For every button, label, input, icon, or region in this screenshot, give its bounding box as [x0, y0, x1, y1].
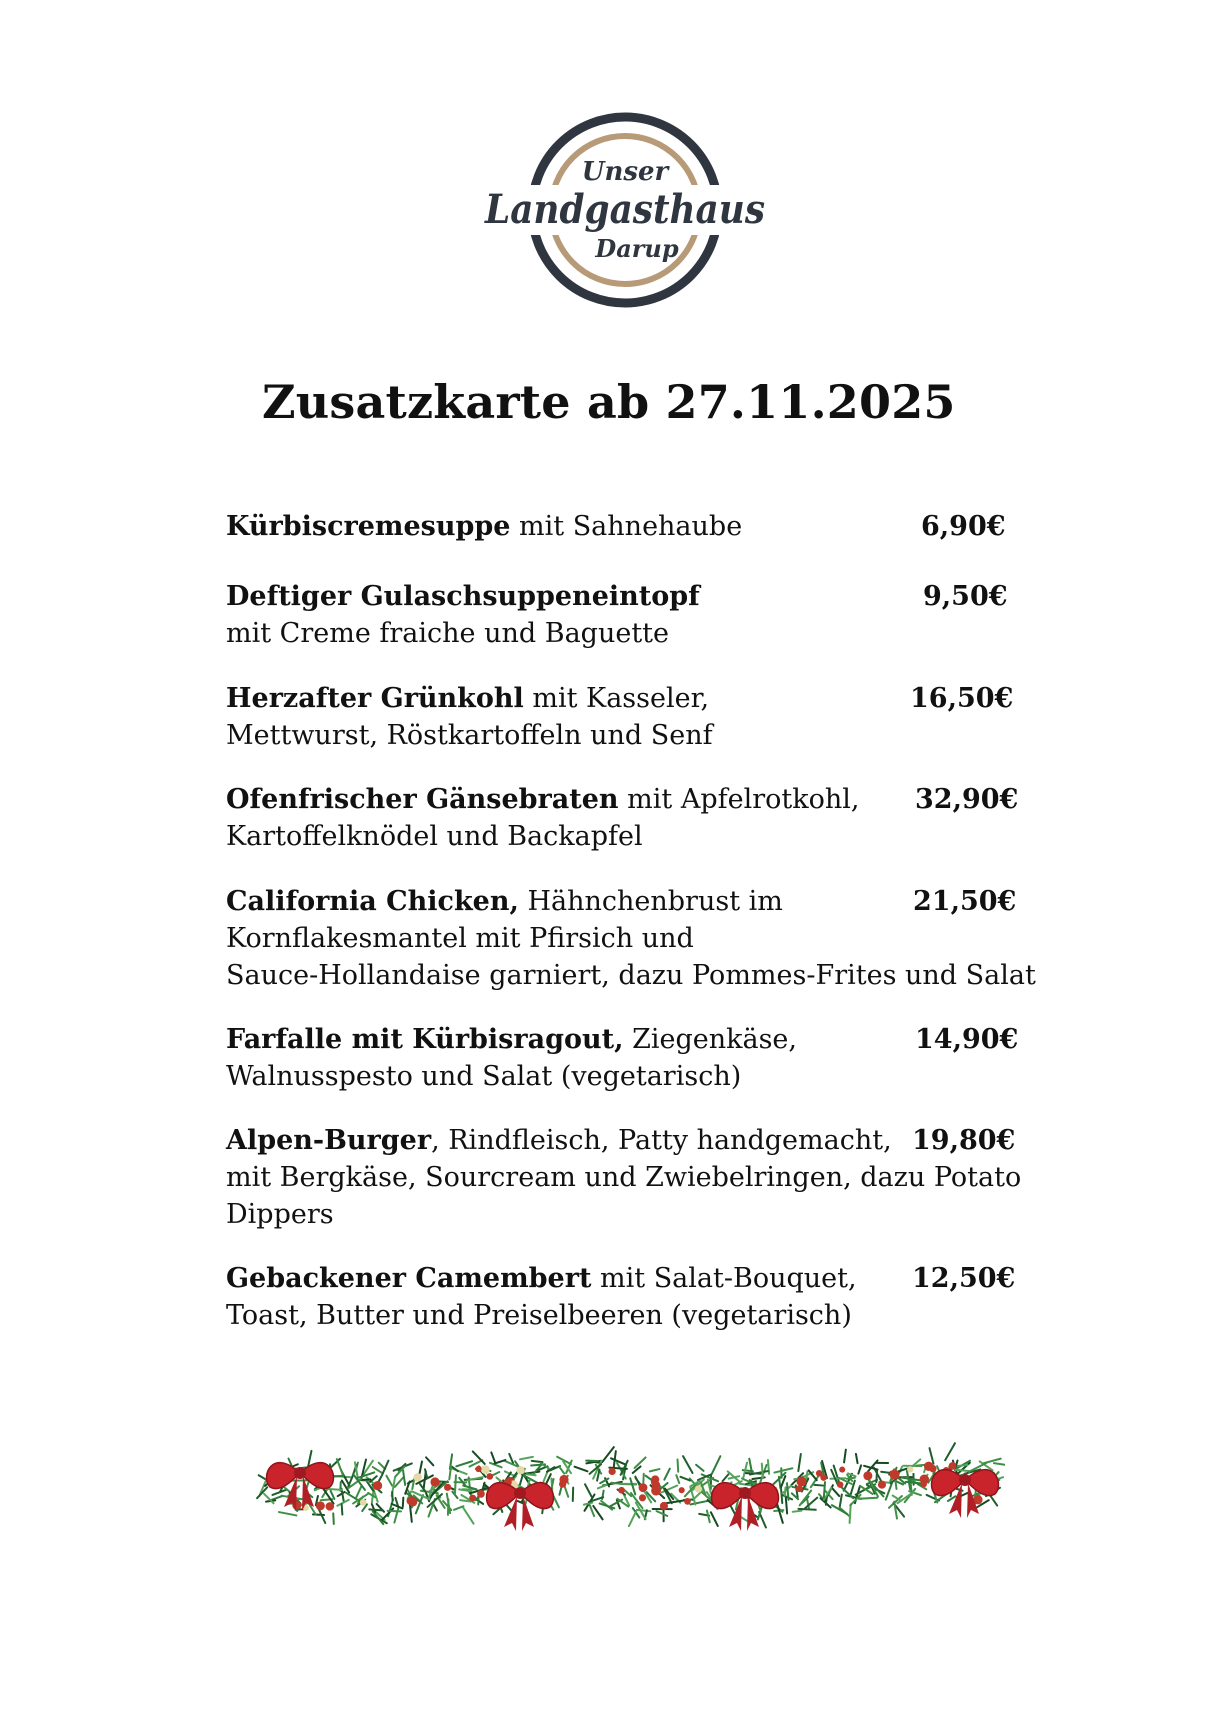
garland-needle	[948, 1496, 956, 1501]
garland-needle	[676, 1475, 679, 1483]
garland-needle	[403, 1470, 405, 1485]
garland-berry	[516, 1466, 524, 1474]
garland-needle	[279, 1512, 296, 1515]
garland-needle	[559, 1486, 561, 1494]
garland-needle	[394, 1507, 398, 1523]
garland-needle	[395, 1478, 403, 1487]
garland-needle	[270, 1496, 282, 1500]
dish-name: Ofenfrischer Gänsebraten	[226, 784, 619, 815]
garland-needle	[331, 1491, 335, 1499]
garland-needle	[629, 1510, 637, 1526]
garland-berry	[316, 1501, 325, 1510]
garland-needle	[454, 1506, 463, 1510]
garland-needle	[463, 1507, 474, 1523]
garland-berry	[618, 1487, 625, 1494]
garland-needle	[559, 1467, 564, 1474]
garland-needle	[844, 1450, 846, 1463]
garland-needle	[800, 1491, 812, 1506]
dish-description: Sauce-Hollandaise garniert, dazu Pommes-Frites und Salat	[226, 960, 1036, 991]
dish-name: Herzafter Grünkohl	[226, 683, 524, 714]
menu-item	[226, 1122, 1046, 1233]
dish-price: 9,50€	[923, 581, 1008, 612]
garland-berry	[477, 1490, 485, 1498]
garland-needle	[762, 1464, 763, 1477]
garland-needle	[361, 1479, 371, 1480]
garland-berry	[639, 1483, 648, 1492]
garland-needle	[455, 1475, 456, 1494]
dish-description: mit Apfelrotkohl,	[618, 784, 860, 815]
dish-description: mit Kasseler,	[523, 683, 710, 714]
garland-needle	[272, 1490, 286, 1495]
dish-name: Kürbiscremesuppe	[226, 511, 511, 542]
garland-needle	[527, 1474, 536, 1475]
garland-needle	[945, 1443, 955, 1460]
garland-bow	[712, 1483, 779, 1531]
garland-needle	[824, 1482, 825, 1497]
garland-berry	[407, 1496, 416, 1505]
garland-bow	[487, 1483, 554, 1531]
garland-needle	[711, 1512, 718, 1526]
dish-description: mit Salat-Bouquet,	[591, 1263, 857, 1294]
dish-price: 19,80€	[912, 1125, 1016, 1156]
garland-needle	[793, 1511, 802, 1512]
garland-needle	[707, 1511, 710, 1523]
menu-item	[226, 1260, 1046, 1334]
garland-berry	[486, 1473, 493, 1480]
garland-needle	[722, 1474, 728, 1481]
garland-needle	[782, 1495, 792, 1500]
menu-item	[226, 680, 1046, 754]
dish-price: 16,50€	[910, 683, 1014, 714]
logo-top-text: Unser	[581, 157, 669, 187]
garland-berry	[639, 1494, 646, 1501]
garland-needle	[774, 1468, 792, 1472]
logo-bottom-text: Darup	[595, 234, 679, 263]
garland-berry	[652, 1481, 661, 1490]
dish-price: 32,90€	[915, 784, 1019, 815]
dish-description: Hähnchenbrust im	[518, 886, 783, 917]
dish-description: mit Creme fraiche und Baguette	[226, 618, 669, 649]
garland-needle	[798, 1454, 801, 1471]
dish-description: Kornflakesmantel mit Pfirsich und	[226, 923, 694, 954]
garland-needle	[575, 1467, 588, 1472]
garland-needle	[333, 1513, 334, 1524]
dish-description: Ziegenkäse,	[623, 1024, 797, 1055]
menu-title: Zusatzkarte ab 27.11.2025	[262, 375, 956, 429]
garland-needle	[859, 1498, 878, 1499]
garland-berry	[839, 1467, 845, 1473]
garland-berry	[837, 1482, 843, 1488]
garland-berry	[907, 1466, 913, 1472]
dish-description: Dippers	[226, 1199, 334, 1230]
garland-needle	[930, 1448, 934, 1464]
menu-item	[226, 1021, 1046, 1095]
garland-needle	[850, 1504, 851, 1523]
garland-berry	[796, 1476, 806, 1486]
dish-description: , Rindfleisch, Patty handgemacht,	[431, 1125, 892, 1156]
garland-berry	[679, 1487, 685, 1493]
garland-needle	[895, 1481, 896, 1489]
garland-berry	[360, 1499, 367, 1506]
garland-needle	[664, 1469, 669, 1480]
garland-needle	[858, 1465, 861, 1473]
garland-needle	[657, 1511, 668, 1516]
menu-item	[226, 508, 1046, 545]
garland-needle	[492, 1472, 499, 1476]
garland-needle	[637, 1510, 650, 1511]
garland-berry	[609, 1468, 616, 1475]
dish-description: Mettwurst, Röstkartoffeln und Senf	[226, 720, 713, 751]
garland-needle	[532, 1461, 543, 1462]
garland-berry	[469, 1495, 476, 1502]
garland-needle	[426, 1457, 433, 1465]
garland-berry	[921, 1481, 927, 1487]
logo-main-text: Landgasthaus	[484, 186, 765, 233]
garland-needle	[554, 1496, 559, 1507]
garland-needle	[494, 1460, 505, 1463]
dish-description: Walnusspesto und Salat (vegetarisch)	[226, 1061, 742, 1092]
garland-berry	[481, 1465, 490, 1474]
garland-needle	[491, 1452, 495, 1462]
dish-name: California Chicken,	[226, 886, 519, 917]
garland-needle	[856, 1454, 858, 1463]
dish-price: 12,50€	[912, 1263, 1016, 1294]
menu-item	[226, 781, 1046, 855]
garland-needle	[584, 1503, 592, 1505]
garland-berry	[878, 1481, 886, 1489]
garland-needle	[678, 1459, 679, 1471]
garland-berry	[863, 1471, 872, 1480]
garland-berry	[444, 1484, 451, 1491]
dish-name: Gebackener Camembert	[226, 1263, 592, 1294]
dish-price: 14,90€	[915, 1024, 1019, 1055]
garland-berry	[326, 1502, 335, 1511]
dish-description: Kartoffelknödel und Backapfel	[226, 821, 643, 852]
restaurant-logo	[475, 105, 775, 315]
christmas-garland-image	[255, 1425, 1005, 1550]
garland-berry	[890, 1470, 900, 1480]
garland-berry	[695, 1485, 702, 1492]
garland-needle	[666, 1500, 684, 1503]
garland-berry	[413, 1473, 421, 1481]
garland-berry	[684, 1498, 691, 1505]
garland-needle	[696, 1465, 703, 1471]
garland-needle	[690, 1501, 708, 1505]
garland-berry	[373, 1481, 382, 1490]
garland-needle	[419, 1461, 422, 1475]
garland-needle	[814, 1485, 823, 1486]
garland-needle	[683, 1456, 692, 1473]
garland-needle	[798, 1509, 815, 1510]
garland-needle	[777, 1504, 783, 1523]
garland-needle	[509, 1454, 513, 1463]
garland-needle	[650, 1469, 660, 1471]
garland-needle	[520, 1457, 533, 1459]
dish-description: mit Sahnehaube	[510, 511, 743, 542]
garland-needle	[994, 1463, 1005, 1465]
garland-needle	[403, 1498, 404, 1507]
garland-needle	[342, 1504, 343, 1514]
garland-needle	[886, 1483, 892, 1499]
garland-needle	[902, 1478, 920, 1481]
garland-berry	[924, 1462, 933, 1471]
garland-needle	[894, 1502, 897, 1519]
garland-needle	[786, 1496, 787, 1513]
garland-berry	[559, 1475, 568, 1484]
garland-needle	[680, 1477, 690, 1481]
garland-needle	[356, 1486, 361, 1498]
garland-berry	[475, 1466, 481, 1472]
menu-item	[226, 883, 1046, 994]
garland-needle	[372, 1492, 373, 1502]
dish-name: Alpen-Burger	[226, 1125, 432, 1156]
garland-needle	[847, 1478, 855, 1479]
garland-needle	[337, 1459, 343, 1476]
garland-needle	[585, 1484, 592, 1497]
dish-price: 6,90€	[921, 511, 1006, 542]
dish-description: mit Bergkäse, Sourcream und Zwiebelringen, dazu Potato	[226, 1162, 1022, 1193]
garland-needle	[832, 1487, 840, 1496]
garland-berry	[949, 1462, 957, 1470]
garland-berry	[660, 1502, 668, 1510]
dish-price: 21,50€	[913, 886, 1017, 917]
garland-needle	[593, 1506, 602, 1519]
garland-needle	[369, 1509, 383, 1510]
garland-needle	[630, 1478, 635, 1494]
garland-needle	[749, 1459, 751, 1472]
garland-berry	[430, 1477, 439, 1486]
dish-name: Deftiger Gulaschsuppeneintopf	[226, 581, 700, 612]
menu-item	[226, 578, 1046, 652]
garland-needle	[327, 1489, 342, 1490]
dish-description: Toast, Butter und Preiselbeeren (vegetarisch)	[226, 1300, 852, 1331]
garland-needle	[712, 1456, 720, 1473]
garland-needle	[613, 1451, 615, 1469]
dish-name: Farfalle mit Kürbisragout,	[226, 1024, 624, 1055]
garland-needle	[388, 1511, 401, 1512]
garland-needle	[386, 1476, 392, 1486]
garland-berry	[820, 1474, 826, 1480]
garland-needle	[876, 1471, 877, 1482]
